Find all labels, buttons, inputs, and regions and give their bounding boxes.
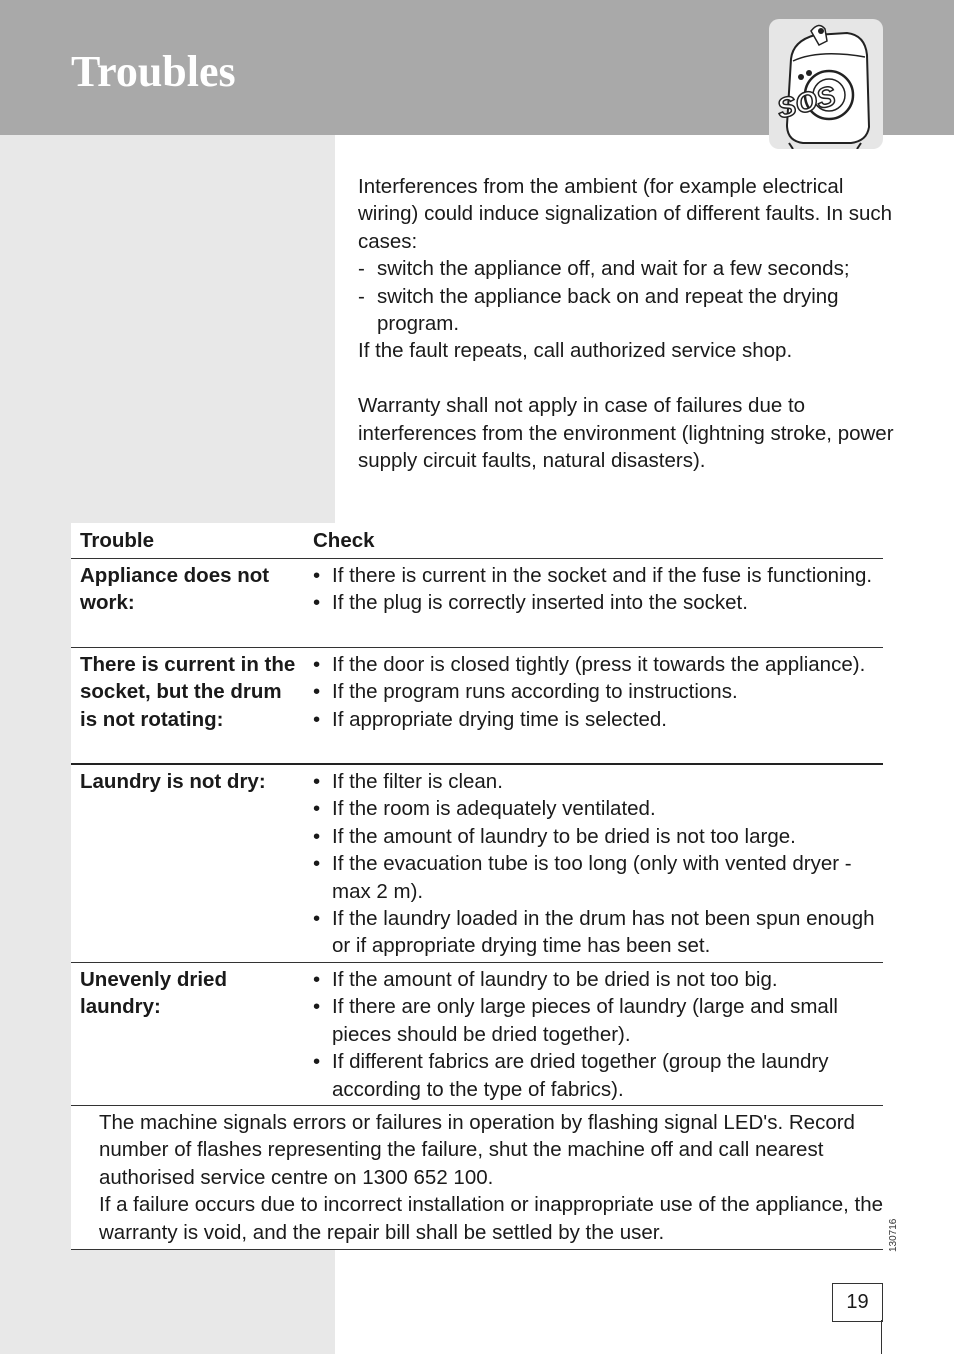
table-row (71, 765, 883, 963)
dash-marker: - (358, 284, 365, 308)
check-cell (313, 966, 883, 1101)
warranty-paragraph: Warranty shall not apply in case of failures due to interferences from the environment (lightning stroke, power supply circuit faults, natural disasters). (358, 394, 894, 473)
page-number-rule (881, 1320, 882, 1354)
check-item: • If appropriate drying time is selected. (313, 707, 667, 731)
table-row (71, 963, 883, 1106)
check-item: • If the amount of laundry to be dried is not too large. (313, 824, 796, 848)
check-item: • If the plug is correctly inserted into the socket. (313, 591, 748, 615)
check-item: • If the amount of laundry to be dried is not too big. (313, 968, 778, 991)
intro-paragraph: If the fault repeats, call authorized service shop. (358, 339, 793, 363)
trouble-cell: Laundry is not dry: (80, 770, 266, 793)
check-item: • If the program runs according to instructions. (313, 680, 738, 704)
error-signal-note (71, 1106, 883, 1250)
dash-marker: - (358, 257, 365, 281)
troubleshooting-table (71, 523, 883, 1106)
check-item: • If the door is closed tightly (press it towards the appliance). (313, 653, 866, 676)
check-item: • If there are only large pieces of laundry (large and small pieces should be dried together). (313, 995, 838, 1046)
intro-text (358, 173, 898, 474)
check-item: • If there is current in the socket and if the fuse is functioning. (313, 564, 873, 587)
check-item: • If the room is adequately ventilated. (313, 797, 656, 821)
intro-step (358, 255, 898, 282)
column-header-trouble: Trouble (80, 528, 155, 552)
page-number: 19 (832, 1283, 883, 1322)
logo-box (769, 19, 883, 149)
check-item: • If the evacuation tube is too long (only with vented dryer - max 2 m). (313, 852, 852, 903)
check-cell (313, 768, 883, 958)
page-title: Troubles (71, 47, 236, 96)
intro-step (358, 283, 898, 338)
intro-step-text: switch the appliance off, and wait for a few seconds; (377, 257, 850, 281)
note-paragraph: If a failure occurs due to incorrect installation or inappropriate use of the appliance, the warranty is void, and the repair bill shall be settled by the user. (99, 1193, 884, 1244)
trouble-cell: There is current in the socket, but the drum is not rotating: (80, 653, 296, 731)
check-item: • If the laundry loaded in the drum has not been spun enough or if appropriate drying time has been set. (313, 907, 875, 958)
column-header-check: Check (313, 528, 375, 552)
document-code: 130716 (888, 1218, 899, 1252)
check-cell (313, 562, 883, 643)
table-row (71, 559, 883, 648)
check-item: • If the filter is clean. (313, 770, 503, 793)
check-cell (313, 651, 883, 759)
intro-paragraph: Interferences from the ambient (for example electrical wiring) could induce signalization of different faults. In such cases: (358, 175, 893, 253)
note-paragraph: The machine signals errors or failures in operation by flashing signal LED's. Record number of flashes representing the failure, shut the machine off and call nearest authorised service centre on 1300 652 100. (99, 1111, 855, 1189)
intro-step-text: switch the appliance back on and repeat the drying program. (377, 284, 839, 336)
table-row (71, 648, 883, 765)
sos-washing-machine-icon (769, 19, 883, 149)
trouble-cell: Appliance does not work: (80, 564, 270, 615)
table-header (71, 523, 883, 559)
logo-sos-text: SOS (773, 79, 839, 125)
check-item: • If different fabrics are dried together (group the laundry according to the type of fabrics). (313, 1050, 829, 1101)
trouble-cell: Unevenly dried laundry: (80, 968, 227, 1019)
